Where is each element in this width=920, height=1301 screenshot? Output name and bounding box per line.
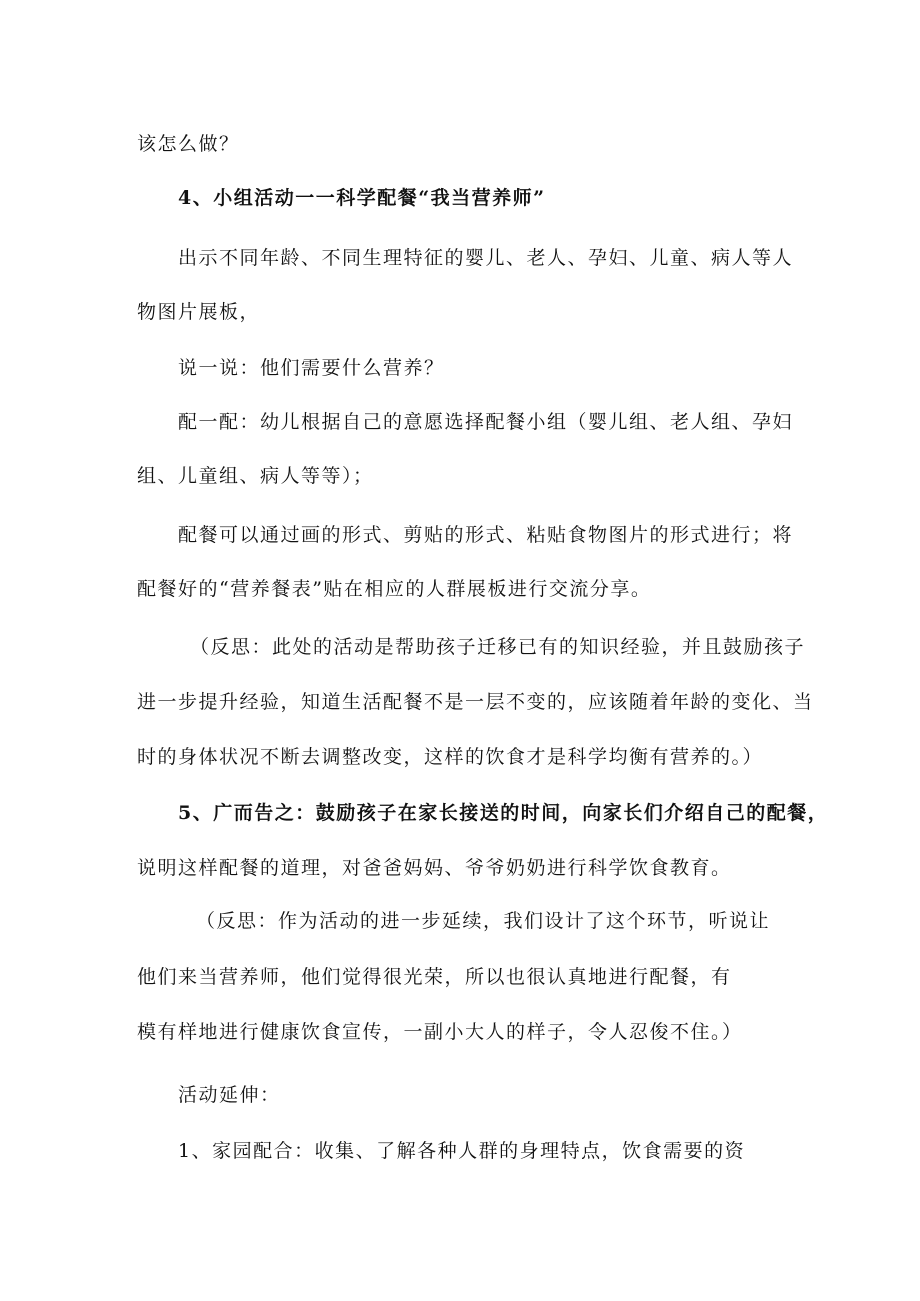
text-line-4: 物图片展板， [137, 301, 261, 323]
reflection2-line-3: 模有样地进行健康饮食宣传，一副小大人的样子，令人忍俊不住。） [137, 1021, 743, 1043]
text-line-5: 说一说：他们需要什么营养？ [178, 357, 445, 379]
reflection2-line-2: 他们来当营养师，他们觉得很光荣，所以也很认真地进行配餐，有 [137, 966, 732, 988]
text-line-14: 说明这样配餐的道理，对爸爸妈妈、爷爷奶奶进行科学饮食教育。 [137, 857, 732, 879]
reflection2-line-1: （反思：作为活动的进一步延续，我们设计了这个环节，听说让 [196, 910, 771, 932]
reflection-line-1: （反思：此处的活动是帮助孩子迁移已有的知识经验，并且鼓励孩子 [190, 636, 806, 658]
text-line-8: 配餐可以通过画的形式、剪贴的形式、粘贴食物图片的形式进行；将 [178, 524, 794, 546]
text-line-7: 组、儿童组、病人等等）； [137, 465, 374, 487]
reflection-line-3: 时的身体状况不断去调整改变，这样的饮食才是科学均衡有营养的。） [137, 746, 764, 768]
section-heading-5: 5、广而告之：鼓励孩子在家长接送的时间，向家长们介绍自己的配餐， [178, 802, 829, 824]
activity-extension-heading: 活动延伸： [178, 1084, 281, 1106]
text-line-9: 配餐好的“营养餐表”贴在相应的人群展板进行交流分享。 [137, 578, 652, 600]
text-line-6: 配一配：幼儿根据自己的意愿选择配餐小组（婴儿组、老人组、孕妇 [178, 411, 794, 433]
text-line-3: 出示不同年龄、不同生理特征的婴儿、老人、孕妇、儿童、病人等人 [178, 247, 794, 269]
text-line-1: 该怎么做？ [137, 133, 240, 155]
text-line-19: 1、家园配合：收集、了解各种人群的身理特点，饮食需要的资 [178, 1140, 746, 1162]
reflection-line-2: 进一步提升经验，知道生活配餐不是一层不变的，应该随着年龄的变化、当 [137, 691, 814, 713]
section-heading-4: 4、小组活动一一科学配餐“我当营养师” [178, 187, 546, 209]
